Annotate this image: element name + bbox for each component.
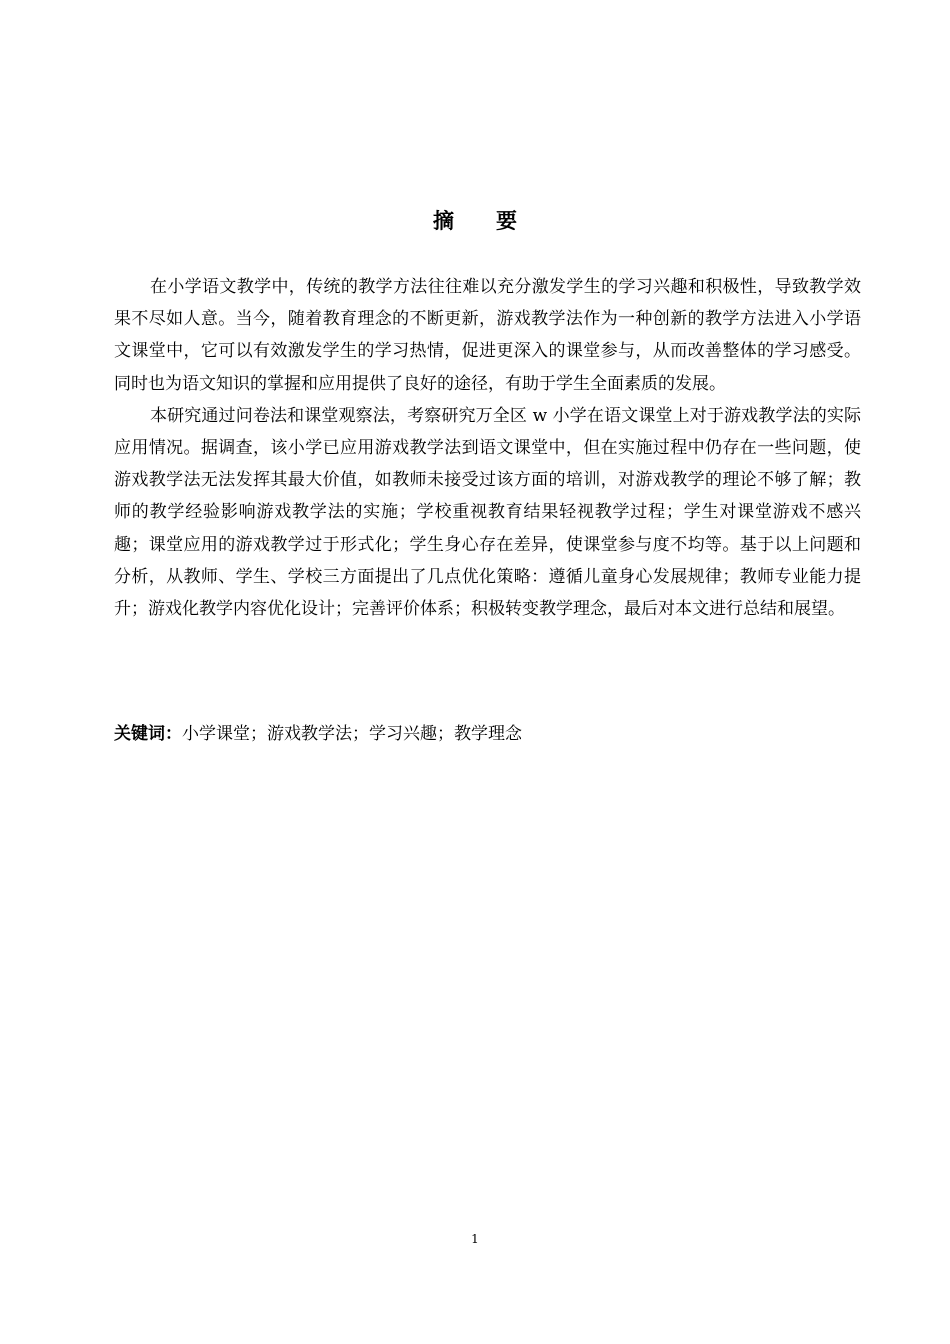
abstract-paragraph-1: 在小学语文教学中，传统的教学方法往往难以充分激发学生的学习兴趣和积极性，导致教学效果不尽如人意。当今，随着教育理念的不断更新，游戏教学法作为一种创新的教学方法进入小学语文课堂中，它可以有效激发学生的学习热情，促进更深入的课堂参与，从而改善整体的学习感受。同时也为语文知识的掌握和应用提供了良好的途径，有助于学生全面素质的发展。	[114, 277, 861, 394]
abstract-paragraph-2: 本研究通过问卷法和课堂观察法，考察研究万全区 w 小学在语文课堂上对于游戏教学法的实际应用情况。据调查，该小学已应用游戏教学法到语文课堂中，但在实施过程中仍存在一些问题，使游戏教学法无法发挥其最大价值，如教师未接受过该方面的培训，对游戏教学的理论不够了解；教师的教学经验影响游戏教学法的实施；学校重视教育结果轻视教学过程；学生对课堂游戏不感兴趣；课堂应用的游戏教学过于形式化；学生身心存在差异，使课堂参与度不均等。基于以上问题和分析，从教师、学生、学校三方面提出了几点优化策略：遵循儿童身心发展规律；教师专业能力提升；游戏化教学内容优化设计；完善评价体系；积极转变教学理念，最后对本文进行总结和展望。	[114, 405, 861, 620]
page-number: 1	[471, 1232, 479, 1246]
abstract-body	[114, 271, 861, 625]
keywords-text: 小学课堂；游戏教学法；学习兴趣；教学理念	[182, 724, 522, 744]
keywords-label: 关键词：	[114, 724, 182, 744]
keywords-line	[114, 718, 861, 750]
abstract-title: 摘要	[433, 209, 559, 233]
